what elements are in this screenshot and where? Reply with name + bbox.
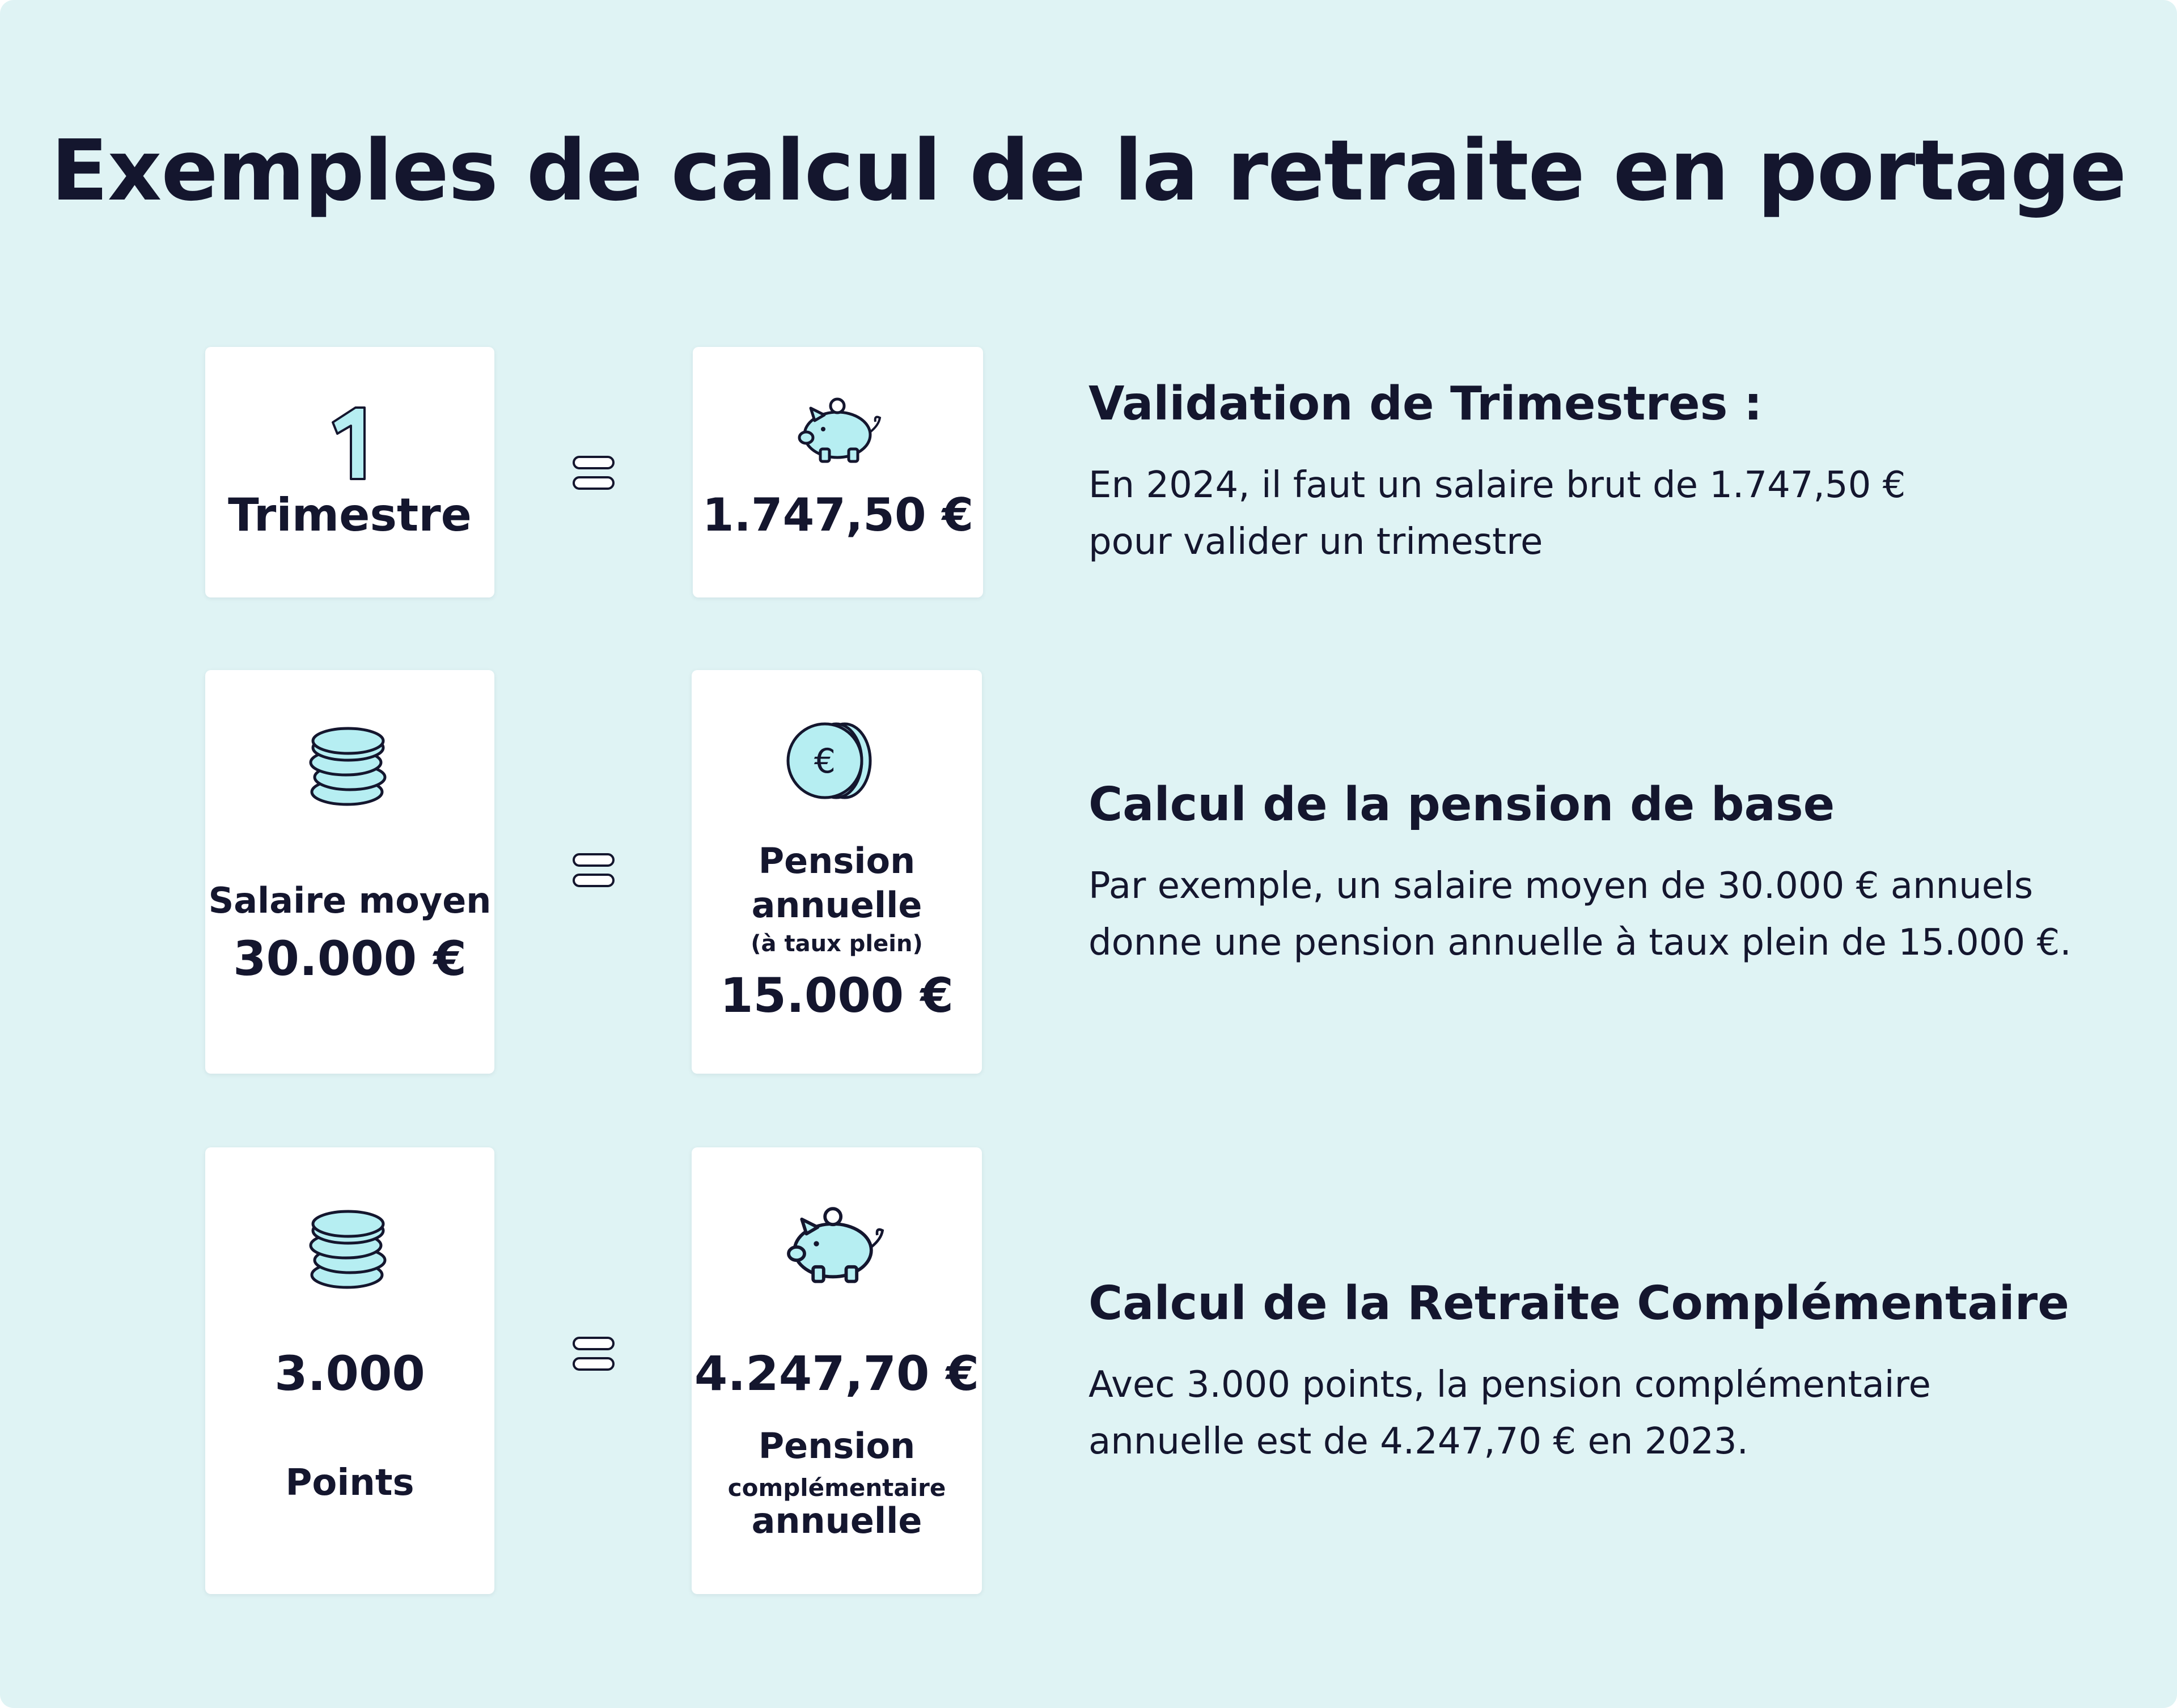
pension-label-line1: Pension xyxy=(758,840,916,881)
desc-title-pension-base: Calcul de la pension de base xyxy=(1088,778,1835,832)
card-pension-complementaire xyxy=(692,1147,982,1594)
coin-stack-icon xyxy=(302,1201,398,1298)
piggy-bank-icon xyxy=(789,392,891,466)
salaire-moyen-value: 30.000 € xyxy=(233,931,467,986)
card-points xyxy=(205,1147,494,1594)
equals-icon xyxy=(573,1337,615,1378)
svg-text:€: € xyxy=(814,741,836,781)
desc-body-complementaire-line2: annuelle est de 4.247,70 € en 2023. xyxy=(1088,1421,1748,1463)
desc-body-pension-base-line1: Par exemple, un salaire moyen de 30.000 € annuels xyxy=(1088,865,2034,907)
equals-icon xyxy=(573,853,615,894)
points-value: 3.000 xyxy=(274,1346,425,1401)
equals-icon xyxy=(573,456,615,497)
pension-value: 15.000 € xyxy=(720,968,954,1023)
number-one-icon xyxy=(316,401,384,486)
page-title: Exemples de calcul de la retraite en portage xyxy=(50,122,2127,219)
complementaire-value: 4.247,70 € xyxy=(694,1346,980,1401)
complementaire-label-line2: annuelle xyxy=(751,1500,922,1541)
trimestre-label: Trimestre xyxy=(228,489,472,541)
card-pension-base xyxy=(692,670,982,1074)
desc-body-complementaire-line1: Avec 3.000 points, la pension complémentaire xyxy=(1088,1364,1931,1406)
complementaire-label-small: complémentaire xyxy=(727,1474,946,1502)
pension-label-line2: annuelle xyxy=(751,884,922,926)
card-trimestre-amount xyxy=(693,347,983,597)
points-label: Points xyxy=(285,1462,414,1504)
piggy-bank-icon xyxy=(777,1198,896,1289)
salaire-moyen-label: Salaire moyen xyxy=(208,880,492,921)
pension-note: (à taux plein) xyxy=(751,931,923,957)
desc-title-complementaire: Calcul de la Retraite Complémentaire xyxy=(1088,1277,2069,1330)
coin-stack-icon xyxy=(302,718,398,815)
trimestre-amount: 1.747,50 € xyxy=(702,489,974,541)
desc-body-trimestres-line1: En 2024, il faut un salaire brut de 1.747,50 € xyxy=(1088,464,1906,506)
complementaire-label-line1: Pension xyxy=(758,1425,916,1467)
card-trimestre xyxy=(205,347,494,597)
desc-body-trimestres-line2: pour valider un trimestre xyxy=(1088,521,1543,563)
desc-body-pension-base-line2: donne une pension annuelle à taux plein de 15.000 €. xyxy=(1088,922,2072,964)
desc-title-trimestres: Validation de Trimestres : xyxy=(1088,377,1763,431)
card-salaire-moyen xyxy=(205,670,494,1074)
euro-coin-icon xyxy=(782,718,884,803)
